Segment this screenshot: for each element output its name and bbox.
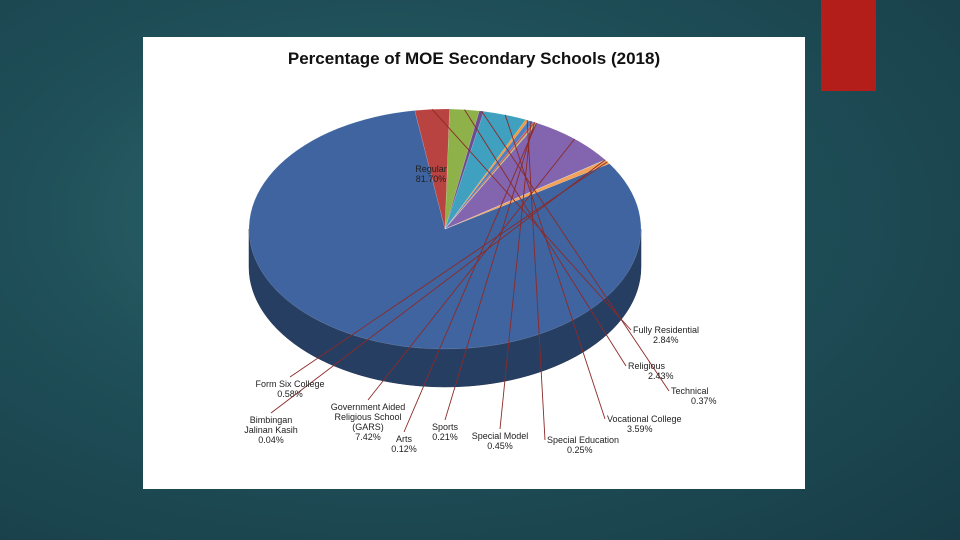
slice-label-9: Government Aided <box>330 402 406 412</box>
slice-value-0: 81.70% <box>415 174 447 184</box>
slice-label-3: Technical <box>671 386 709 396</box>
slice-label-1: Fully Residential <box>633 325 700 335</box>
slice-value-9: 7.42% <box>355 432 381 442</box>
slice-label-11: Form Six College <box>255 379 325 389</box>
slice-value-7: 0.21% <box>432 432 458 442</box>
slice-label-8: Arts <box>395 434 413 444</box>
slice-label-6: Special Model <box>471 431 529 441</box>
slice-label-2: Religious <box>628 361 666 371</box>
chart-card <box>143 37 805 489</box>
slice-label-0: Regular <box>415 164 447 174</box>
slice-label-5: Special Education <box>547 435 620 445</box>
slice-label-7: Sports <box>431 422 459 432</box>
slice-value-8: 0.12% <box>391 444 417 454</box>
slice-label-9-line2: (GARS) <box>352 422 384 432</box>
accent-block <box>821 0 876 91</box>
slice-value-11: 0.58% <box>277 389 303 399</box>
slice-value-1: 2.84% <box>653 335 679 345</box>
slice-value-2: 2.43% <box>648 371 674 381</box>
pie-chart <box>143 37 805 489</box>
slice-label-9-line1: Religious School <box>334 412 402 422</box>
slice-label-10: Bimbingan <box>249 415 293 425</box>
chart-title: Percentage of MOE Secondary Schools (2018) <box>287 49 661 68</box>
slice-value-3: 0.37% <box>691 396 717 406</box>
slice-value-10: 0.04% <box>258 435 284 445</box>
slice-label-10-line1: Jalinan Kasih <box>244 425 298 435</box>
slice-label-4: Vocational College <box>607 414 682 424</box>
slice-value-5: 0.25% <box>567 445 593 455</box>
slice-value-6: 0.45% <box>487 441 513 451</box>
slice-value-4: 3.59% <box>627 424 653 434</box>
